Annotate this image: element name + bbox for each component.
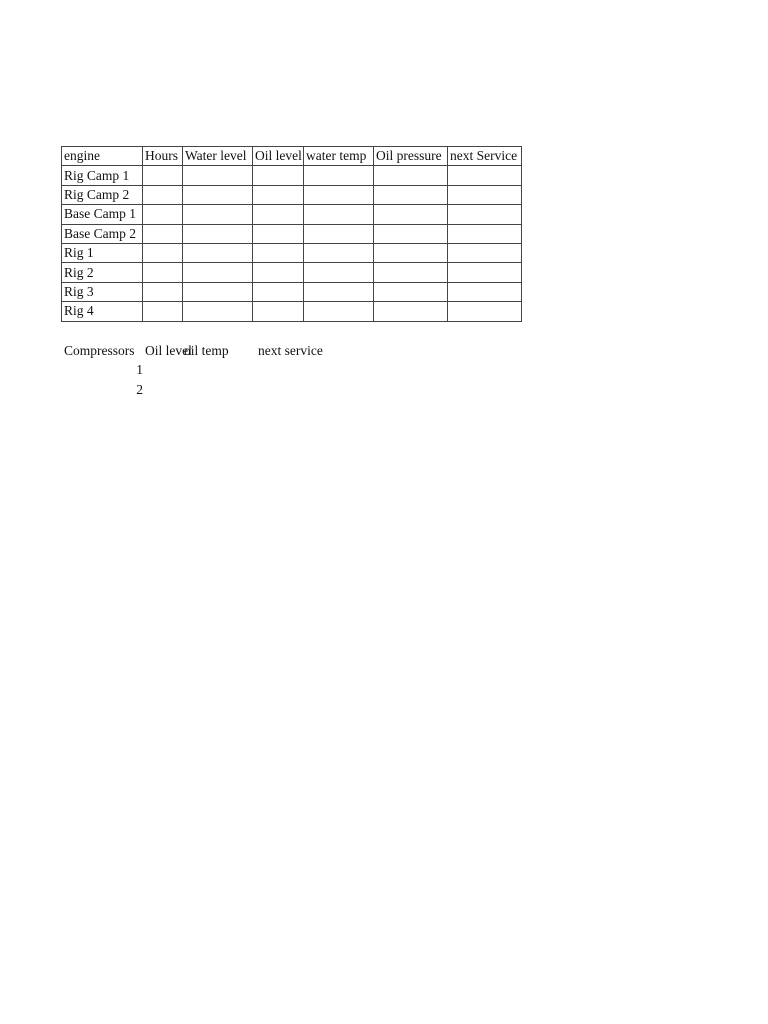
oil-level-cell[interactable] <box>253 166 304 185</box>
oil-level-cell[interactable] <box>253 224 304 243</box>
next-service-cell[interactable] <box>448 263 522 282</box>
next-service-cell[interactable] <box>448 302 522 321</box>
compressors-label[interactable]: Compressors <box>64 343 135 358</box>
water-level-cell[interactable] <box>183 263 253 282</box>
hours-cell[interactable] <box>143 263 183 282</box>
water-temp-cell[interactable] <box>304 243 374 262</box>
compressor-oil-level-header[interactable]: Oil level <box>145 343 192 358</box>
water-level-cell[interactable] <box>183 224 253 243</box>
header-cell-oil-level[interactable]: Oil level <box>253 147 304 166</box>
compressors-section <box>61 341 461 399</box>
oil-level-cell[interactable] <box>253 243 304 262</box>
engine-name-cell[interactable]: Rig 2 <box>62 263 143 282</box>
oil-pressure-cell[interactable] <box>374 224 448 243</box>
oil-level-cell[interactable] <box>253 263 304 282</box>
water-level-cell[interactable] <box>183 243 253 262</box>
oil-pressure-cell[interactable] <box>374 263 448 282</box>
compressors-header-row <box>61 341 461 360</box>
compressor-oil-temp-header[interactable]: oil temp <box>184 343 229 358</box>
oil-level-cell[interactable] <box>253 205 304 224</box>
table-row <box>62 166 522 185</box>
table-row <box>62 205 522 224</box>
engine-name-cell[interactable]: Rig Camp 1 <box>62 166 143 185</box>
hours-cell[interactable] <box>143 185 183 204</box>
table-row <box>62 185 522 204</box>
engine-table-header-row <box>62 147 522 166</box>
list-item <box>61 360 461 379</box>
list-item <box>61 380 461 399</box>
water-temp-cell[interactable] <box>304 166 374 185</box>
next-service-cell[interactable] <box>448 224 522 243</box>
header-cell-engine[interactable]: engine <box>62 147 143 166</box>
hours-cell[interactable] <box>143 224 183 243</box>
water-level-cell[interactable] <box>183 166 253 185</box>
hours-cell[interactable] <box>143 205 183 224</box>
engine-name-cell[interactable]: Rig 1 <box>62 243 143 262</box>
oil-pressure-cell[interactable] <box>374 282 448 301</box>
engine-name-cell[interactable]: Base Camp 1 <box>62 205 143 224</box>
water-level-cell[interactable] <box>183 302 253 321</box>
water-temp-cell[interactable] <box>304 185 374 204</box>
compressor-next-service-header[interactable]: next service <box>258 343 323 358</box>
table-row <box>62 224 522 243</box>
header-cell-oil-pressure[interactable]: Oil pressure <box>374 147 448 166</box>
table-row <box>62 282 522 301</box>
water-temp-cell[interactable] <box>304 205 374 224</box>
water-level-cell[interactable] <box>183 205 253 224</box>
header-cell-water-temp[interactable]: water temp <box>304 147 374 166</box>
oil-pressure-cell[interactable] <box>374 243 448 262</box>
compressor-number[interactable]: 1 <box>136 362 143 378</box>
next-service-cell[interactable] <box>448 282 522 301</box>
oil-level-cell[interactable] <box>253 185 304 204</box>
oil-pressure-cell[interactable] <box>374 302 448 321</box>
oil-pressure-cell[interactable] <box>374 205 448 224</box>
header-cell-water-level[interactable]: Water level <box>183 147 253 166</box>
table-row <box>62 243 522 262</box>
next-service-cell[interactable] <box>448 243 522 262</box>
engine-name-cell[interactable]: Rig 4 <box>62 302 143 321</box>
oil-pressure-cell[interactable] <box>374 166 448 185</box>
water-temp-cell[interactable] <box>304 224 374 243</box>
water-level-cell[interactable] <box>183 282 253 301</box>
water-temp-cell[interactable] <box>304 263 374 282</box>
oil-level-cell[interactable] <box>253 302 304 321</box>
hours-cell[interactable] <box>143 243 183 262</box>
engine-name-cell[interactable]: Base Camp 2 <box>62 224 143 243</box>
table-row <box>62 263 522 282</box>
water-temp-cell[interactable] <box>304 282 374 301</box>
engine-name-cell[interactable]: Rig 3 <box>62 282 143 301</box>
header-cell-hours[interactable]: Hours <box>143 147 183 166</box>
engine-table <box>61 146 522 322</box>
compressor-number[interactable]: 2 <box>136 381 143 397</box>
next-service-cell[interactable] <box>448 205 522 224</box>
next-service-cell[interactable] <box>448 166 522 185</box>
hours-cell[interactable] <box>143 302 183 321</box>
hours-cell[interactable] <box>143 282 183 301</box>
hours-cell[interactable] <box>143 166 183 185</box>
oil-pressure-cell[interactable] <box>374 185 448 204</box>
water-temp-cell[interactable] <box>304 302 374 321</box>
next-service-cell[interactable] <box>448 185 522 204</box>
table-row <box>62 302 522 321</box>
header-cell-next-service[interactable]: next Service <box>448 147 522 166</box>
water-level-cell[interactable] <box>183 185 253 204</box>
engine-name-cell[interactable]: Rig Camp 2 <box>62 185 143 204</box>
oil-level-cell[interactable] <box>253 282 304 301</box>
